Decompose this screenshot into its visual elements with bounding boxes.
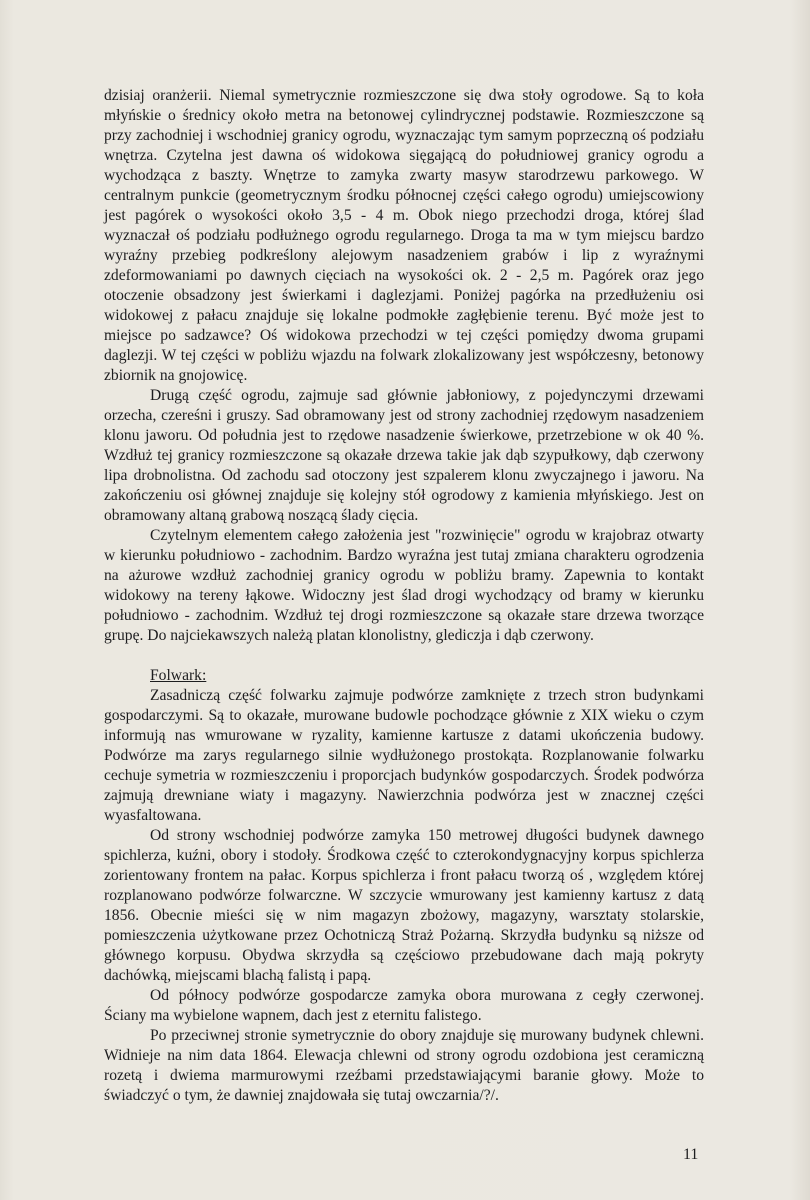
text-line: miejsce po sadzawce? Oś widokowa przechodzi w tej części pomiędzy dwoma grupami	[104, 327, 704, 344]
text-line: cechuje symetria w rozmieszczeniu i proporcjach budynków gospodarczych. Środek podwórza	[104, 767, 704, 784]
text-line: grupę. Do najciekawszych należą platan klonolistny, glediczja i dąb czerwony.	[104, 627, 594, 644]
text-line: wychodząca z baszty. Wnętrze to zamyka zwarty masyw starodrzewu parkowego. W	[104, 167, 704, 184]
text-line: Czytelnym elementem całego założenia jest "rozwinięcie" ogrodu w krajobraz otwarty	[150, 527, 704, 544]
section-gap	[104, 646, 704, 666]
text-line: rozetą i dwiema marmurowymi rzeźbami przedstawiającymi baranie głowy. Może to	[104, 1067, 704, 1084]
text-line: dachówką, miejscami blachą falistą i papą.	[104, 967, 372, 984]
text-line: centralnym punkcie (geometrycznym środku północnej części całego ogrodu) umiejscowiony	[104, 187, 704, 204]
text-line: przy zachodniej i wschodniej granicy ogrodu, wyznaczając tym samym poprzeczną oś podziału	[104, 127, 704, 144]
text-line: wyasfaltowana.	[104, 807, 202, 824]
paragraph-p3	[104, 526, 704, 646]
text-line: jest pagórek o wysokości około 3,5 - 4 m. Obok niego przechodzi droga, której ślad	[104, 207, 704, 224]
document-body	[104, 86, 704, 1106]
text-line: widokowy na tereny łąkowe. Widoczny jest ślad drogi wychodzący od bramy w kierunku	[104, 587, 704, 604]
text-line: Zasadniczą część folwarku zajmuje podwórze zamknięte z trzech stron budynkami	[150, 687, 704, 704]
text-line: wyraźny przebieg podkreślony alejowym nasadzeniem grabów i lip z wyraźnymi	[104, 247, 704, 264]
text-line: informują nas wmurowane w ryzality, kamienne kartusze z datami ukończenia budowy.	[104, 727, 704, 744]
text-line: zdeformowaniami po dawnych cięciach na wysokości ok. 2 - 2,5 m. Pagórek oraz jego	[104, 267, 704, 284]
text-line: zakończeniu osi głównej znajduje się kolejny stół ogrodowy z kamienia młyńskiego. Jest on	[104, 487, 704, 504]
text-line: młyńskie o średnicy około metra na betonowej cylindrycznej podstawie. Rozmieszczone są	[104, 107, 704, 124]
paragraph-p1	[104, 86, 704, 386]
paragraph-p5	[104, 826, 704, 986]
paragraph-p4	[104, 686, 704, 826]
page-number: 11	[683, 1146, 699, 1163]
text-line: wnętrza. Czytelna jest dawna oś widokowa sięgającą do południowej granicy ogrodu a	[104, 147, 704, 164]
text-line: zbiornik na gnojowicę.	[104, 367, 248, 384]
text-line: gospodarczymi. Są to okazałe, murowane budowle pochodzące głównie z XIX wieku o czym	[104, 707, 704, 724]
paragraph-p7	[104, 1026, 704, 1106]
text-line: Od strony wschodniej podwórze zamyka 150 metrowej długości budynek dawnego	[150, 827, 704, 844]
text-line: Drugą część ogrodu, zajmuje sad głównie jabłoniowy, z pojedynczymi drzewami	[150, 387, 704, 404]
heading-text: Folwark:	[150, 667, 207, 684]
paragraph-p2	[104, 386, 704, 526]
section-heading	[104, 666, 704, 686]
text-line: orzecha, czereśni i gruszy. Sad obramowany jest od strony zachodniej rzędowym nasadzeniem	[104, 407, 704, 424]
text-line: Ściany ma wybielone wapnem, dach jest z eternitu falistego.	[104, 1007, 482, 1024]
text-line: rozplanowano podwórze folwarczne. W szczycie wmurowany jest kamienny kartusz z datą	[104, 887, 704, 904]
text-line: Podwórze ma zarys regularnego silnie wydłużonego prostokąta. Rozplanowanie folwarku	[104, 747, 704, 764]
paragraph-p6	[104, 986, 704, 1026]
text-line: lipa drobnolistna. Od zachodu sad otoczony jest szpalerem klonu zwyczajnego i jaworu. Na	[104, 467, 704, 484]
text-line: spichlerza, kuźni, obory i stodoły. Środkowa część to czterokondygnacyjny korpus spichlerza	[104, 847, 704, 864]
text-line: Od północy podwórze gospodarcze zamyka obora murowana z cegły czerwonej.	[150, 987, 704, 1004]
text-line: południowo - zachodnim. Wzdłuż tej drogi rozmieszczone są okazałe stare drzewa tworzące	[104, 607, 704, 624]
text-line: dzisiaj oranżerii. Niemal symetrycznie rozmieszczone się dwa stoły ogrodowe. Są to koła	[104, 87, 704, 104]
text-line: wyznaczał oś podziału podłużnego ogrodu regularnego. Droga ta ma w tym miejscu bardzo	[104, 227, 704, 244]
text-line: zajmują drewniane wiaty i magazyny. Nawierzchnia podwórza jest w znacznej części	[104, 787, 704, 804]
text-line: klonu jaworu. Od południa jest to rzędowe nasadzenie świerkowe, przetrzebione w ok 40 %.	[104, 427, 704, 444]
text-line: Wzdłuż tej granicy rozmieszczone są okazałe drzewa takie jak dąb szypułkowy, dąb czerwony	[104, 447, 704, 464]
text-line: w kierunku południowo - zachodnim. Bardzo wyraźna jest tutaj zmiana charakteru ogrodzenia	[104, 547, 704, 564]
text-line: widokowej z pałacu znajduje się lokalne podmokłe zagłębienie terenu. Być może jest to	[104, 307, 704, 324]
text-line: na ażurowe wzdłuż zachodniej granicy ogrodu w pobliżu bramy. Zapewnia to kontakt	[104, 567, 704, 584]
text-line: Widnieje na nim data 1864. Elewacja chlewni od strony ogrodu ozdobiona jest ceramiczną	[104, 1047, 704, 1064]
text-line: otoczenie obsadzony jest świerkami i daglezjami. Poniżej pagórka na przedłużeniu osi	[104, 287, 704, 304]
text-line: pomieszczenia użytkowane przez Ochotniczą Straż Pożarną. Skrzydła budynku są niższe od	[104, 927, 704, 944]
text-line: głównego korpusu. Obydwa skrzydła są częściowo przebudowane dach mają pokryty	[104, 947, 704, 964]
text-line: obramowany altaną grabową noszącą ślady cięcia.	[104, 507, 419, 524]
text-line: Po przeciwnej stronie symetrycznie do obory znajduje się murowany budynek chlewni.	[150, 1027, 704, 1044]
text-line: świadczyć o tym, że dawniej znajdowała się tutaj owczarnia/?/.	[104, 1087, 499, 1104]
text-line: daglezji. W tej części w pobliżu wjazdu na folwark zlokalizowany jest współczesny, betonowy	[104, 347, 704, 364]
text-line: zorientowany frontem na pałac. Korpus spichlerza i front pałacu tworzą oś , względem której	[104, 867, 704, 884]
text-line: 1856. Obecnie mieści się w nim magazyn zbożowy, magazyny, warsztaty stolarskie,	[104, 907, 704, 924]
